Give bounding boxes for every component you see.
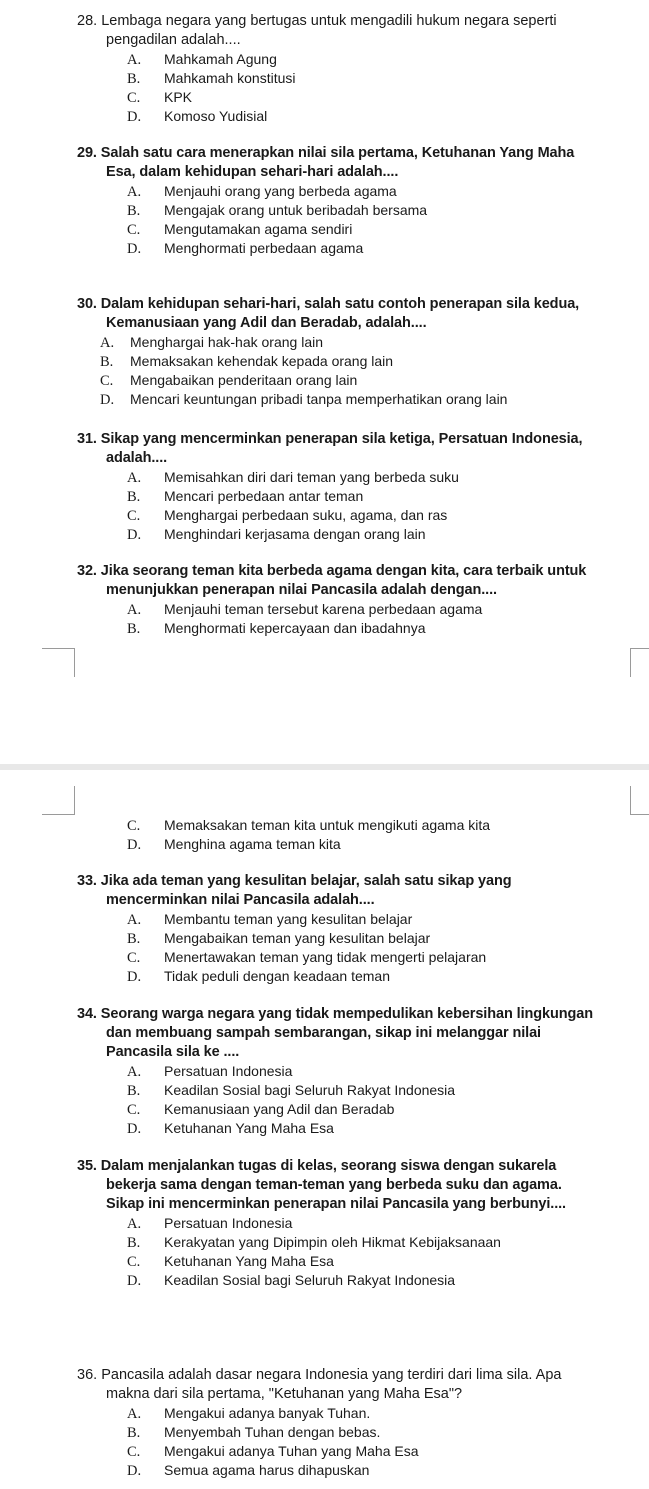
- options-list: [127, 1404, 642, 1480]
- option-letter: A.: [127, 52, 142, 68]
- option-letter: A.: [127, 602, 142, 618]
- option-b[interactable]: [127, 619, 642, 638]
- option-a[interactable]: [127, 468, 642, 487]
- option-b[interactable]: [127, 487, 642, 506]
- question-text-line-1: Jika seorang teman kita berbeda agama dengan kita, cara terbaik untuk: [100, 563, 587, 579]
- options-list: [127, 816, 642, 854]
- option-text: Ketuhanan Yang Maha Esa: [164, 1120, 334, 1136]
- option-c[interactable]: [127, 220, 642, 239]
- question-text-line-1: Lembaga negara yang bertugas untuk mengadili hukum negara seperti: [101, 13, 557, 29]
- option-letter: C.: [127, 1444, 141, 1460]
- option-text: Mencari perbedaan antar teman: [164, 488, 364, 504]
- option-letter: A.: [127, 470, 142, 486]
- option-letter: C.: [127, 508, 141, 524]
- option-text: Kemanusiaan yang Adil dan Beradab: [164, 1101, 395, 1117]
- option-text: Persatuan Indonesia: [164, 1063, 293, 1079]
- question-32: [77, 562, 642, 638]
- question-text-line-2: pengadilan adalah....: [106, 32, 241, 48]
- option-text: Menjauhi orang yang berbeda agama: [164, 183, 397, 199]
- option-text: Mengutamakan agama sendiri: [164, 221, 353, 237]
- option-letter: A.: [127, 184, 142, 200]
- question-text-line-2: bekerja sama dengan teman-teman yang berbeda suku dan agama.: [106, 1177, 562, 1193]
- option-d[interactable]: [127, 1271, 642, 1290]
- options-list: [127, 600, 642, 638]
- options-list: [127, 182, 642, 258]
- option-text: Keadilan Sosial bagi Seluruh Rakyat Indonesia: [164, 1082, 456, 1098]
- question-34: [77, 1005, 642, 1138]
- question-number: 33.: [77, 873, 97, 889]
- option-letter: B.: [127, 1425, 141, 1441]
- question-30: [77, 295, 642, 409]
- option-letter: D.: [100, 392, 115, 408]
- option-text: Menyembah Tuhan dengan bebas.: [164, 1424, 381, 1440]
- option-text: Menghindari kerjasama dengan orang lain: [164, 526, 426, 542]
- option-letter: B.: [127, 203, 141, 219]
- page-crop-mark: [630, 786, 649, 815]
- option-d[interactable]: [127, 1461, 642, 1480]
- option-letter: C.: [127, 950, 141, 966]
- option-letter: D.: [127, 527, 142, 543]
- option-letter: A.: [127, 1406, 142, 1422]
- option-letter: D.: [127, 1463, 142, 1479]
- option-a[interactable]: [100, 333, 642, 352]
- option-letter: C.: [127, 818, 141, 834]
- question-number: 32.: [77, 563, 97, 579]
- option-text: Kerakyatan yang Dipimpin oleh Hikmat Kebijaksanaan: [164, 1234, 501, 1250]
- option-letter: A.: [127, 912, 142, 928]
- question-33: [77, 872, 642, 986]
- options-list: [127, 1214, 642, 1290]
- option-letter: A.: [127, 1216, 142, 1232]
- option-c[interactable]: [127, 506, 642, 525]
- question-number: 36.: [77, 1367, 98, 1383]
- option-text: Mengabaikan teman yang kesulitan belajar: [164, 930, 431, 946]
- option-text: Memisahkan diri dari teman yang berbeda suku: [164, 469, 459, 485]
- question-28: [77, 12, 642, 126]
- option-letter: C.: [127, 1102, 141, 1118]
- option-text: Mengakui adanya Tuhan yang Maha Esa: [164, 1443, 419, 1459]
- question-number: 29.: [77, 145, 97, 161]
- option-letter: C.: [127, 90, 141, 106]
- option-text: KPK: [164, 89, 193, 105]
- option-a[interactable]: [127, 1214, 642, 1233]
- option-c[interactable]: [127, 1100, 642, 1119]
- option-text: Menghargai hak-hak orang lain: [130, 334, 324, 350]
- option-text: Mengabaikan penderitaan orang lain: [130, 372, 358, 388]
- option-letter: D.: [127, 1121, 142, 1137]
- option-b[interactable]: [127, 929, 642, 948]
- option-c[interactable]: [127, 816, 642, 835]
- option-letter: B.: [100, 354, 114, 370]
- options-list: [127, 910, 642, 986]
- option-b[interactable]: [127, 1081, 642, 1100]
- option-text: Memaksakan kehendak kepada orang lain: [130, 353, 394, 369]
- option-text: Menghargai perbedaan suku, agama, dan ras: [164, 507, 448, 523]
- option-text: Tidak peduli dengan keadaan teman: [164, 968, 390, 984]
- option-letter: D.: [127, 837, 142, 853]
- question-number: 28.: [77, 13, 98, 29]
- option-letter: A.: [100, 335, 115, 351]
- option-letter: B.: [127, 71, 141, 87]
- question-text-line-2: menunjukkan penerapan nilai Pancasila adalah dengan....: [106, 582, 497, 598]
- option-text: Memaksakan teman kita untuk mengikuti agama kita: [164, 817, 491, 833]
- option-a[interactable]: [127, 1062, 642, 1081]
- page-crop-mark: [42, 786, 75, 815]
- option-letter: A.: [127, 1064, 142, 1080]
- option-letter: C.: [100, 373, 114, 389]
- option-letter: D.: [127, 969, 142, 985]
- option-c[interactable]: [127, 1252, 642, 1271]
- option-b[interactable]: [127, 201, 642, 220]
- option-letter: B.: [127, 489, 141, 505]
- option-letter: B.: [127, 1083, 141, 1099]
- option-d[interactable]: [100, 390, 642, 409]
- option-text: Mencari keuntungan pribadi tanpa memperhatikan orang lain: [130, 391, 508, 407]
- page-crop-mark: [42, 648, 75, 677]
- option-text: Menghina agama teman kita: [164, 836, 341, 852]
- question-text-line-1: Dalam menjalankan tugas di kelas, seorang siswa dengan sukarela: [100, 1158, 557, 1174]
- option-c[interactable]: [127, 88, 642, 107]
- option-letter: B.: [127, 931, 141, 947]
- option-text: Mengajak orang untuk beribadah bersama: [164, 202, 428, 218]
- question-32-continued: [77, 816, 642, 854]
- option-c[interactable]: [127, 948, 642, 967]
- option-text: Menghormati kepercayaan dan ibadahnya: [164, 620, 426, 636]
- options-list: [127, 468, 642, 544]
- option-a[interactable]: [127, 910, 642, 929]
- question-text-line-1: Seorang warga negara yang tidak mempedulikan kebersihan lingkungan: [100, 1006, 593, 1022]
- option-b[interactable]: [127, 1423, 642, 1442]
- option-c[interactable]: [100, 371, 642, 390]
- option-b[interactable]: [127, 69, 642, 88]
- options-list: [127, 50, 642, 126]
- question-text-line-2: Esa, dalam kehidupan sehari-hari adalah....: [106, 164, 399, 180]
- question-text-line-1: Sikap yang mencerminkan penerapan sila ketiga, Persatuan Indonesia,: [100, 431, 583, 447]
- option-c[interactable]: [127, 1442, 642, 1461]
- option-letter: B.: [127, 1235, 141, 1251]
- option-text: Membantu teman yang kesulitan belajar: [164, 911, 413, 927]
- option-text: Keadilan Sosial bagi Seluruh Rakyat Indonesia: [164, 1272, 456, 1288]
- option-text: Persatuan Indonesia: [164, 1215, 293, 1231]
- question-text-line-3: Sikap ini mencerminkan penerapan nilai Pancasila yang berbunyi....: [106, 1196, 566, 1212]
- question-text-line-1: Dalam kehidupan sehari-hari, salah satu contoh penerapan sila kedua,: [100, 296, 580, 312]
- option-text: Menertawakan teman yang tidak mengerti pelajaran: [164, 949, 487, 965]
- option-letter: B.: [127, 621, 141, 637]
- option-b[interactable]: [100, 352, 642, 371]
- option-letter: C.: [127, 1254, 141, 1270]
- question-31: [77, 430, 642, 544]
- option-text: Mahkamah konstitusi: [164, 70, 296, 86]
- question-text-line-2: Kemanusiaan yang Adil dan Beradab, adalah....: [106, 315, 427, 331]
- option-b[interactable]: [127, 1233, 642, 1252]
- option-text: Menghormati perbedaan agama: [164, 240, 364, 256]
- option-d[interactable]: [127, 835, 642, 854]
- question-text-line-2: mencerminkan nilai Pancasila adalah....: [106, 892, 375, 908]
- option-a[interactable]: [127, 600, 642, 619]
- question-text-line-2: adalah....: [106, 450, 168, 466]
- option-d[interactable]: [127, 967, 642, 986]
- question-text-line-1: Salah satu cara menerapkan nilai sila pertama, Ketuhanan Yang Maha: [100, 145, 575, 161]
- option-a[interactable]: [127, 1404, 642, 1423]
- option-text: Mengakui adanya banyak Tuhan.: [164, 1405, 371, 1421]
- option-text: Menjauhi teman tersebut karena perbedaan agama: [164, 601, 483, 617]
- option-letter: D.: [127, 109, 142, 125]
- option-text: Mahkamah Agung: [164, 51, 277, 67]
- question-29: [77, 144, 642, 258]
- option-letter: D.: [127, 1273, 142, 1289]
- option-text: Semua agama harus dihapuskan: [164, 1462, 370, 1478]
- option-d[interactable]: [127, 1119, 642, 1138]
- option-a[interactable]: [127, 50, 642, 69]
- question-number: 31.: [77, 431, 97, 447]
- option-a[interactable]: [127, 182, 642, 201]
- question-text-line-2: makna dari sila pertama, "Ketuhanan yang Maha Esa"?: [106, 1386, 463, 1402]
- option-d[interactable]: [127, 239, 642, 258]
- option-letter: D.: [127, 241, 142, 257]
- option-letter: C.: [127, 222, 141, 238]
- option-d[interactable]: [127, 107, 642, 126]
- question-number: 34.: [77, 1006, 97, 1022]
- question-text-line-1: Pancasila adalah dasar negara Indonesia yang terdiri dari lima sila. Apa: [101, 1367, 562, 1383]
- option-text: Komoso Yudisial: [164, 108, 268, 124]
- option-text: Ketuhanan Yang Maha Esa: [164, 1253, 334, 1269]
- option-d[interactable]: [127, 525, 642, 544]
- question-number: 35.: [77, 1158, 97, 1174]
- options-list: [127, 1062, 642, 1138]
- question-35: [77, 1157, 642, 1290]
- question-text-line-2: dan membuang sampah sembarangan, sikap ini melanggar nilai: [106, 1025, 541, 1041]
- page-crop-mark: [630, 648, 649, 677]
- question-text-line-1: Jika ada teman yang kesulitan belajar, salah satu sikap yang: [100, 873, 512, 889]
- options-list: [100, 333, 642, 409]
- question-36: [77, 1366, 642, 1480]
- question-text-line-3: Pancasila sila ke ....: [106, 1044, 240, 1060]
- question-number: 30.: [77, 296, 97, 312]
